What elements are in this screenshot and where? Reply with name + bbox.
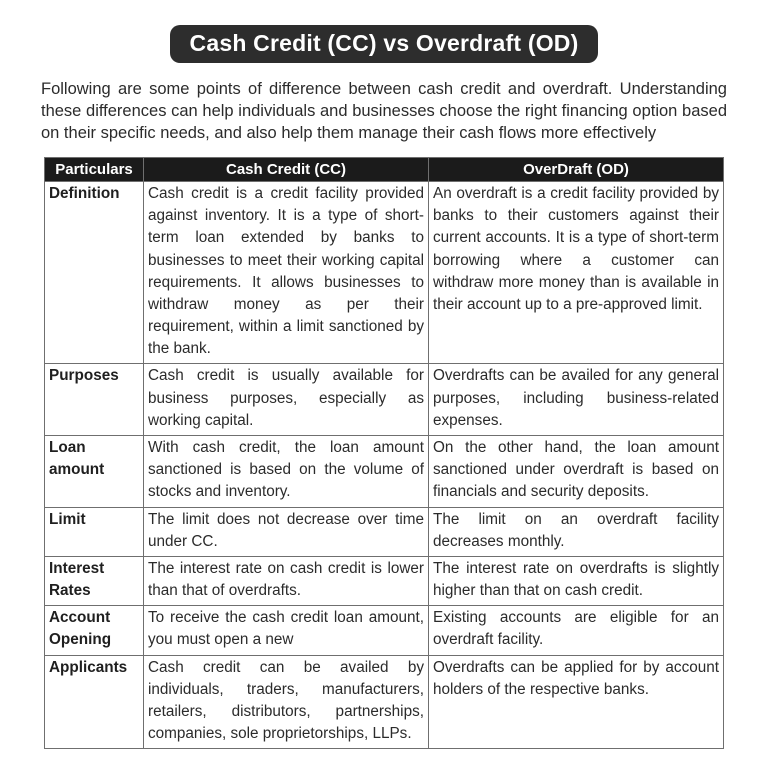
cell-purposes-od: Overdrafts can be availed for any general purposes, including business-related expenses. [429,364,724,436]
table-row-definition [45,182,724,364]
comparison-table [44,157,724,749]
title-banner-container [0,0,768,63]
table-row-loan-amount [45,436,724,508]
cell-interest-rates-od: The interest rate on overdrafts is slightly higher than that on cash credit. [429,556,724,605]
column-header-cash-credit: Cash Credit (CC) [144,158,429,182]
table-row-applicants [45,655,724,749]
column-header-particulars: Particulars [45,158,144,182]
cell-applicants-cc: Cash credit can be availed by individuals, traders, manufacturers, retailers, distributors, partnerships, companies, sole proprietorships, LLPs. [144,655,429,749]
row-label-account-opening: Account Opening [45,606,144,655]
row-label-interest-rates: Interest Rates [45,556,144,605]
cell-loan-amount-cc: With cash credit, the loan amount sanctioned is based on the volume of stocks and inventory. [144,436,429,508]
page-title: Cash Credit (CC) vs Overdraft (OD) [170,25,599,63]
cell-loan-amount-od: On the other hand, the loan amount sanctioned under overdraft is based on financials and security deposits. [429,436,724,508]
cell-account-opening-cc: To receive the cash credit loan amount, you must open a new [144,606,429,655]
intro-paragraph: Following are some points of difference between cash credit and overdraft. Understanding these differences can help individuals and businesses choose the right financing option based on their specific needs, and also help them manage their cash flows more effectively [41,80,727,143]
table-row-purposes [45,364,724,436]
table-row-interest-rates [45,556,724,605]
column-header-overdraft: OverDraft (OD) [429,158,724,182]
table-row-limit [45,507,724,556]
cell-interest-rates-cc: The interest rate on cash credit is lower than that of overdrafts. [144,556,429,605]
cell-limit-cc: The limit does not decrease over time under CC. [144,507,429,556]
cell-limit-od: The limit on an overdraft facility decreases monthly. [429,507,724,556]
row-label-limit: Limit [45,507,144,556]
row-label-applicants: Applicants [45,655,144,749]
row-label-definition: Definition [45,182,144,364]
row-label-loan-amount: Loan amount [45,436,144,508]
row-label-purposes: Purposes [45,364,144,436]
table-header-row [45,158,724,182]
cell-definition-cc: Cash credit is a credit facility provided against inventory. It is a type of short-term loan extended by banks to businesses to meet their working capital requirements. It allows businesses to withdraw money as per their requirement, within a limit sanctioned by the bank. [144,182,429,364]
cell-account-opening-od: Existing accounts are eligible for an overdraft facility. [429,606,724,655]
cell-definition-od: An overdraft is a credit facility provided by banks to their customers against their current accounts. It is a type of short-term borrowing where a customer can withdraw more money than is available in their account up to a pre-approved limit. [429,182,724,364]
table-row-account-opening [45,606,724,655]
cell-purposes-cc: Cash credit is usually available for business purposes, especially as working capital. [144,364,429,436]
cell-applicants-od: Overdrafts can be applied for by account holders of the respective banks. [429,655,724,749]
